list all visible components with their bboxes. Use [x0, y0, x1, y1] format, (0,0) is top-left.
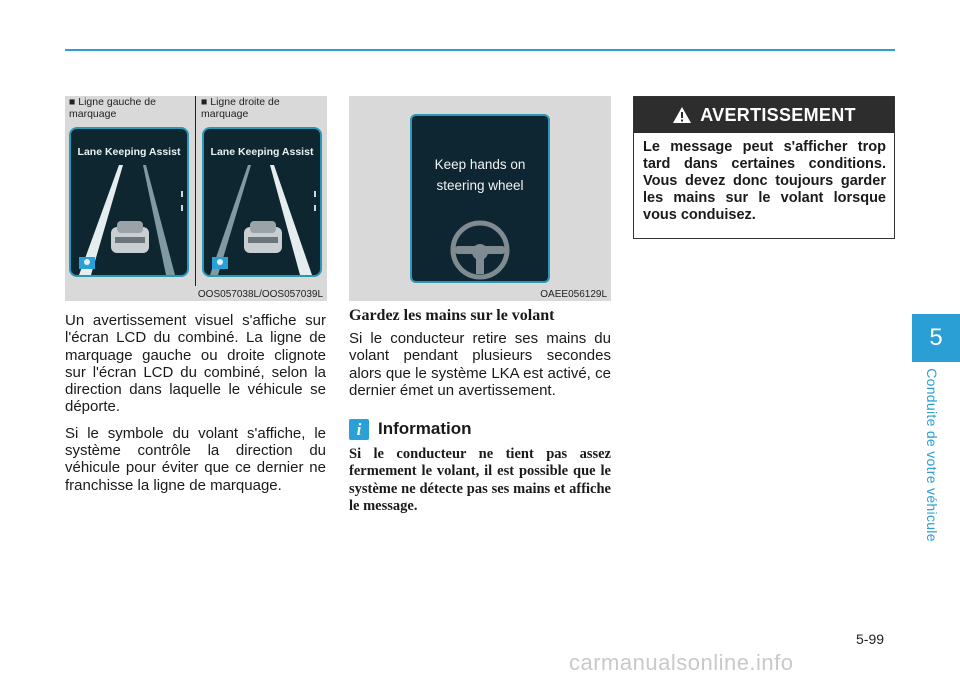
figure-hands-on-wheel: [349, 96, 611, 301]
warning-triangle-icon: [672, 106, 692, 124]
warning-box: [633, 96, 895, 239]
right-lane-line-highlighted: [270, 165, 312, 275]
header-rule: [65, 49, 895, 51]
warning-title: AVERTISSEMENT: [700, 104, 856, 125]
car-icon: [244, 221, 282, 253]
page-number: 5-99: [856, 631, 885, 647]
information-header: [349, 418, 472, 440]
lcd-title-left: Lane Keeping Assist: [77, 146, 181, 158]
warning-header: [634, 97, 894, 133]
lcd-screen-hands: [410, 114, 550, 283]
screen-message-line2: steering wheel: [436, 178, 524, 193]
paragraph: Si le symbole du volant s'affiche, le système contrôle la direction du véhicule pour éviter que ce dernier ne franchisse la ligne de marquage.: [65, 424, 326, 494]
watermark: carmanualsonline.info: [569, 650, 794, 675]
lcd-title-right: Lane Keeping Assist: [210, 146, 314, 158]
right-lane-line: [143, 165, 175, 275]
information-text: Si le conducteur ne tient pas assez fermement le volant, il est possible que le système ne détecte pas ses mains et affiche le message.: [349, 446, 611, 514]
info-icon: i: [349, 419, 369, 440]
column-1-text: [65, 312, 326, 503]
chapter-title: Conduite de votre véhicule: [924, 368, 940, 542]
paragraph: Un avertissement visuel s'affiche sur l'écran LCD du combiné. La ligne de marquage gauche ou droite clignote sur l'écran LCD du combiné, selon la direction dans laquelle le véhicule se déporte.: [65, 312, 326, 416]
lka-indicator-icon: [79, 257, 95, 269]
information-title: Information: [378, 419, 472, 438]
paragraph: Si le conducteur retire ses mains du volant pendant plusieurs secondes alors que le système LKA est activé, ce dernier émet un avertissement.: [349, 330, 611, 399]
chapter-title-vertical: [921, 368, 943, 542]
section-heading: Gardez les mains sur le volant: [349, 307, 555, 324]
warning-text: Le message peut s'afficher trop tard dans certaines conditions. Vous devez donc toujours garder les mains sur le volant lorsque vous conduisez.: [643, 139, 886, 223]
figure-code: OOS057038L/OOS057039L: [197, 289, 323, 300]
car-icon: [111, 221, 149, 253]
figure-code: OAEE056129L: [540, 289, 607, 300]
screen-message: [412, 154, 548, 196]
steering-wheel-icon: [448, 218, 512, 282]
lane-scene-left: [71, 129, 187, 275]
figure-divider: [195, 96, 196, 286]
lcd-screen-right: [202, 127, 322, 277]
lka-indicator-icon: [212, 257, 228, 269]
screen-message-line1: Keep hands on: [434, 157, 526, 172]
lcd-screen-left: [69, 127, 189, 277]
lane-scene-right: [204, 129, 320, 275]
figure-lane-lines: [65, 96, 327, 301]
column-2-text: [349, 330, 611, 408]
caption-left-line: ■ Ligne gauche de marquage: [69, 96, 156, 120]
caption-right-line: ■ Ligne droite de marquage: [201, 96, 280, 120]
chapter-number-tab: 5: [912, 314, 960, 362]
